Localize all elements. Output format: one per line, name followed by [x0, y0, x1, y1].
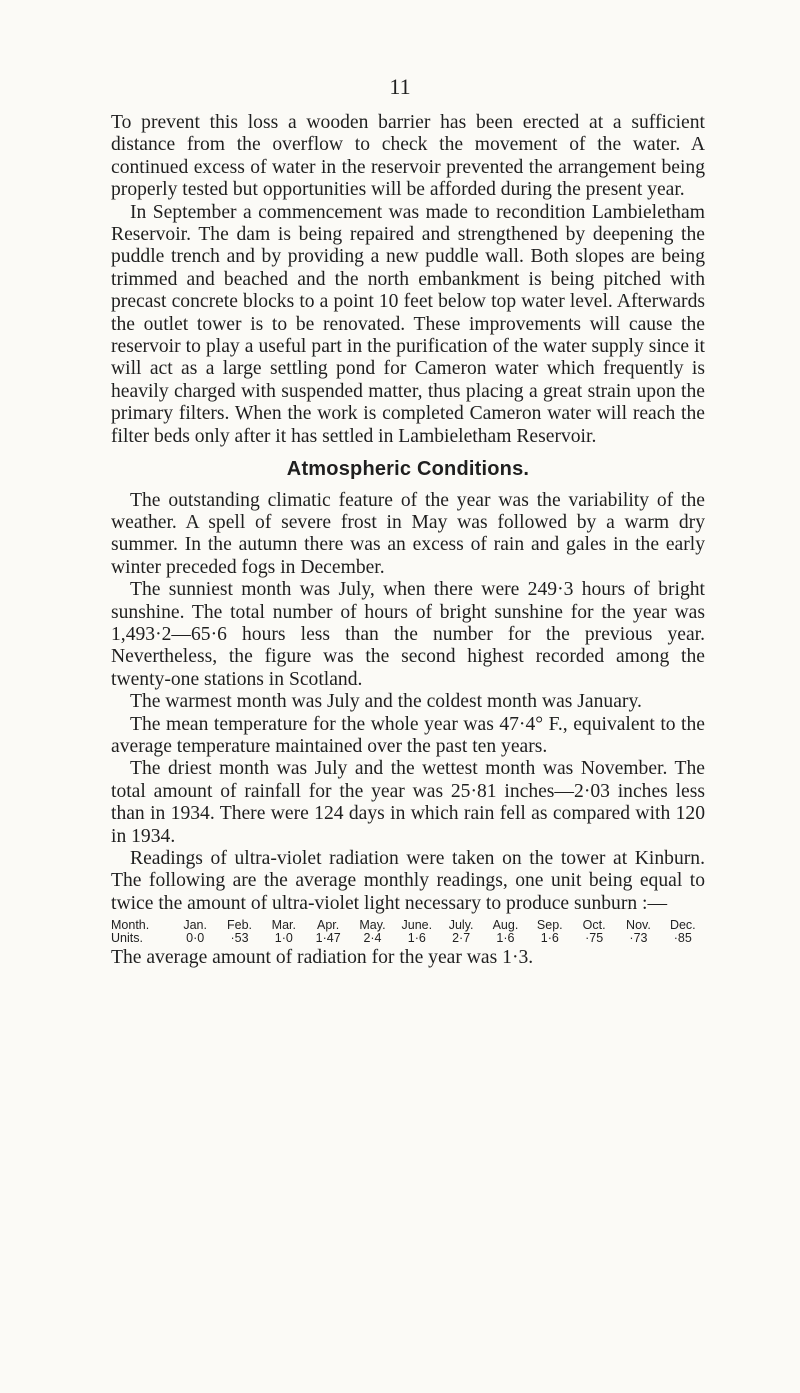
paragraph-barrier: To prevent this loss a wooden barrier has been erected at a sufficient distance from the overflow to check the movement of the water. A continued excess of water in the reservoir prevented the arrangement being properly tested but opportunities will be afforded during the present year.	[111, 112, 705, 201]
table-cell-units: ·53	[230, 931, 249, 946]
table-row-label: Month.	[111, 918, 150, 933]
table-cell-month: June.	[401, 918, 433, 933]
table-cell-month: Feb.	[226, 918, 252, 933]
table-cell-month: July.	[448, 918, 474, 933]
table-cell-units: 1·6	[540, 931, 559, 946]
table-cell-units: 2·7	[452, 931, 471, 946]
table-cell-units: 1·47	[315, 931, 341, 946]
table-cell-month: Mar.	[271, 918, 296, 933]
table-cell-units: 0·0	[186, 931, 205, 946]
paragraph-temperature-extremes: The warmest month was July and the coldest month was January.	[130, 691, 642, 713]
table-row-units	[111, 932, 705, 945]
table-cell-units: ·85	[673, 931, 692, 946]
table-cell-month: Apr.	[317, 918, 340, 933]
section-heading: Atmospheric Conditions.	[286, 458, 530, 481]
table-cell-month: Dec.	[669, 918, 696, 933]
paragraph-ultra-violet: Readings of ultra-violet radiation were taken on the tower at Kinburn. The following are the average monthly readings, one unit being equal to twice the amount of ultra-violet light necessary to produce sunburn :—	[111, 848, 705, 914]
table-cell-month: Nov.	[626, 918, 651, 933]
table-cell-month: May.	[359, 918, 386, 933]
uv-readings-table	[111, 919, 705, 945]
table-cell-units: ·73	[629, 931, 648, 946]
page-body	[111, 112, 705, 970]
table-cell-month: Oct.	[582, 918, 606, 933]
table-cell-month: Jan.	[183, 918, 207, 933]
table-cell-units: 1·6	[407, 931, 426, 946]
paragraph-average-radiation: The average amount of radiation for the year was 1·3.	[111, 947, 534, 969]
paragraph-reservoir: In September a commencement was made to recondition Lambieletham Reservoir. The dam is being repaired and strengthened by deepening the puddle trench and by providing a new puddle wall. Both slopes are being trimmed and beached and the north embankment is being pitched with precast concrete blocks to a point 10 feet below top water level. Afterwards the outlet tower is to be renovated. These improvements will cause the reservoir to play a useful part in the purification of the water supply since it will act as a large settling pond for Cameron water which frequently is heavily charged with suspended matter, thus placing a great strain upon the primary filters. When the work is completed Cameron water will reach the filter beds only after it has settled in Lambieletham Reservoir.	[111, 201, 705, 447]
page-number: 11	[389, 74, 411, 99]
paragraph-mean-temperature: The mean temperature for the whole year was 47·4° F., equivalent to the average temperature maintained over the past ten years.	[111, 713, 705, 757]
table-row-label: Units.	[111, 931, 143, 946]
table-cell-units: 1·0	[274, 931, 293, 946]
table-cell-month: Sep.	[536, 918, 563, 933]
table-cell-month: Aug.	[492, 918, 519, 933]
table-cell-units: 2·4	[363, 931, 382, 946]
paragraph-climate: The outstanding climatic feature of the year was the variability of the weather. A spell of severe frost in May was followed by a warm dry summer. In the autumn there was an excess of rain and gales in the early winter preceded fogs in December.	[111, 489, 705, 578]
table-cell-units: ·75	[585, 931, 604, 946]
paragraph-rainfall: The driest month was July and the wettest month was November. The total amount of rainfall for the year was 25·81 inches—2·03 inches less than in 1934. There were 124 days in which rain fell as compared with 120 in 1934.	[111, 758, 705, 847]
paragraph-sunshine: The sunniest month was July, when there were 249·3 hours of bright sunshine. The total number of hours of bright sunshine for the year was 1,493·2—65·6 hours less than the number for the previous year. Nevertheless, the figure was the second highest recorded among the twenty-one stations in Scotland.	[111, 579, 705, 690]
table-cell-units: 1·6	[496, 931, 515, 946]
